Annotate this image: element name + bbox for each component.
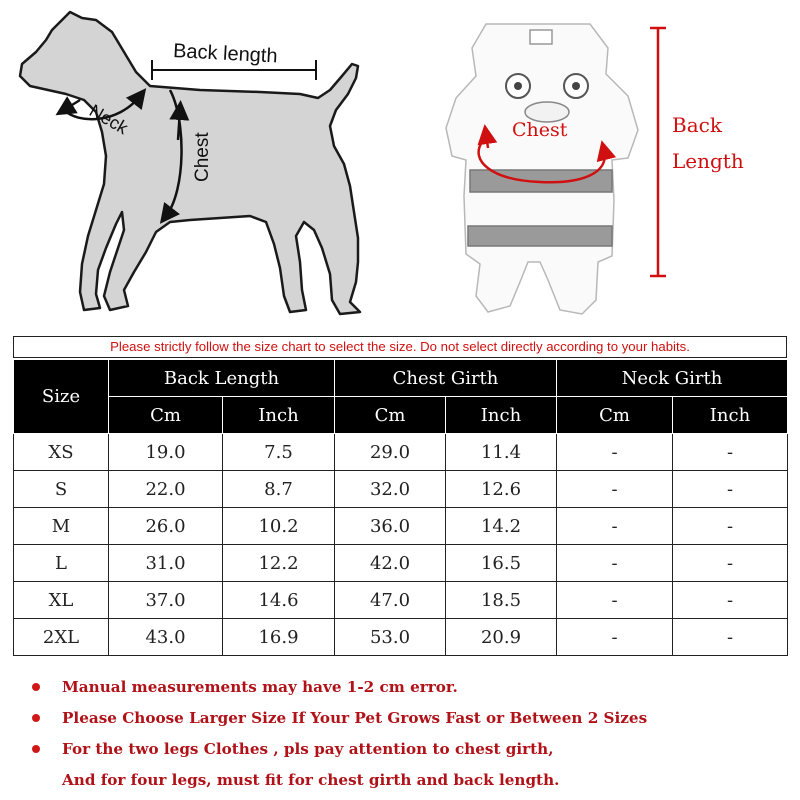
value-cell: - xyxy=(673,471,788,508)
size-warning: Please strictly follow the size chart to select the size. Do not select directly according to your habits. xyxy=(13,336,787,358)
notes-list xyxy=(30,676,790,800)
value-cell: 20.9 xyxy=(446,619,557,656)
value-cell: - xyxy=(673,434,788,471)
value-cell: 19.0 xyxy=(109,434,223,471)
garment-length-label: Length xyxy=(672,149,744,173)
size-cell: S xyxy=(14,471,109,508)
note-item-continued xyxy=(30,769,790,800)
value-cell: 29.0 xyxy=(335,434,446,471)
unit-header: Inch xyxy=(673,397,788,434)
note-item xyxy=(30,676,790,707)
value-cell: - xyxy=(673,582,788,619)
header-chest-girth: Chest Girth xyxy=(335,360,557,397)
value-cell: 7.5 xyxy=(223,434,335,471)
unit-header: Cm xyxy=(109,397,223,434)
table-row xyxy=(14,582,788,619)
size-cell: M xyxy=(14,508,109,545)
value-cell: 42.0 xyxy=(335,545,446,582)
value-cell: - xyxy=(673,508,788,545)
table-row xyxy=(14,545,788,582)
value-cell: 53.0 xyxy=(335,619,446,656)
value-cell: 32.0 xyxy=(335,471,446,508)
value-cell: 14.6 xyxy=(223,582,335,619)
note-text: Manual measurements may have 1-2 cm error. xyxy=(62,678,458,696)
size-cell: 2XL xyxy=(14,619,109,656)
value-cell: 22.0 xyxy=(109,471,223,508)
garment-sketch xyxy=(446,24,638,314)
value-cell: 12.6 xyxy=(446,471,557,508)
measurement-diagrams xyxy=(0,0,800,335)
note-text: For the two legs Clothes , pls pay attention to chest girth, xyxy=(62,740,554,758)
value-cell: 31.0 xyxy=(109,545,223,582)
table-row xyxy=(14,619,788,656)
value-cell: 18.5 xyxy=(446,582,557,619)
garment-back-label: Back xyxy=(672,113,722,137)
value-cell: 26.0 xyxy=(109,508,223,545)
value-cell: 37.0 xyxy=(109,582,223,619)
value-cell: - xyxy=(673,619,788,656)
value-cell: 43.0 xyxy=(109,619,223,656)
note-item xyxy=(30,738,790,769)
value-cell: - xyxy=(557,545,673,582)
header-neck-girth: Neck Girth xyxy=(557,360,788,397)
value-cell: 16.9 xyxy=(223,619,335,656)
value-cell: - xyxy=(673,545,788,582)
back-length-label: Back length xyxy=(172,40,279,68)
value-cell: 8.7 xyxy=(223,471,335,508)
value-cell: 16.5 xyxy=(446,545,557,582)
table-row xyxy=(14,508,788,545)
value-cell: 36.0 xyxy=(335,508,446,545)
value-cell: 11.4 xyxy=(446,434,557,471)
value-cell: 14.2 xyxy=(446,508,557,545)
value-cell: - xyxy=(557,471,673,508)
garment-chest-label: Chest xyxy=(512,119,568,141)
table-row xyxy=(14,434,788,471)
header-back-length: Back Length xyxy=(109,360,335,397)
value-cell: - xyxy=(557,619,673,656)
bullet-icon xyxy=(32,745,40,753)
size-cell: XL xyxy=(14,582,109,619)
note-text: Please Choose Larger Size If Your Pet Grows Fast or Between 2 Sizes xyxy=(62,709,648,727)
value-cell: 47.0 xyxy=(335,582,446,619)
bullet-icon xyxy=(32,714,40,722)
size-cell: L xyxy=(14,545,109,582)
value-cell: 12.2 xyxy=(223,545,335,582)
unit-header: Inch xyxy=(446,397,557,434)
header-size: Size xyxy=(14,360,109,434)
unit-header: Cm xyxy=(557,397,673,434)
unit-header: Inch xyxy=(223,397,335,434)
diagram-svg xyxy=(0,0,800,335)
unit-header: Cm xyxy=(335,397,446,434)
size-chart-table xyxy=(13,359,788,656)
chest-label: Chest xyxy=(192,132,213,182)
bullet-icon xyxy=(32,683,40,691)
note-item xyxy=(30,707,790,738)
size-cell: XS xyxy=(14,434,109,471)
value-cell: 10.2 xyxy=(223,508,335,545)
value-cell: - xyxy=(557,434,673,471)
table-row xyxy=(14,471,788,508)
value-cell: - xyxy=(557,582,673,619)
neck-label: Neck xyxy=(85,100,132,139)
value-cell: - xyxy=(557,508,673,545)
note-text: And for four legs, must fit for chest girth and back length. xyxy=(62,771,560,789)
